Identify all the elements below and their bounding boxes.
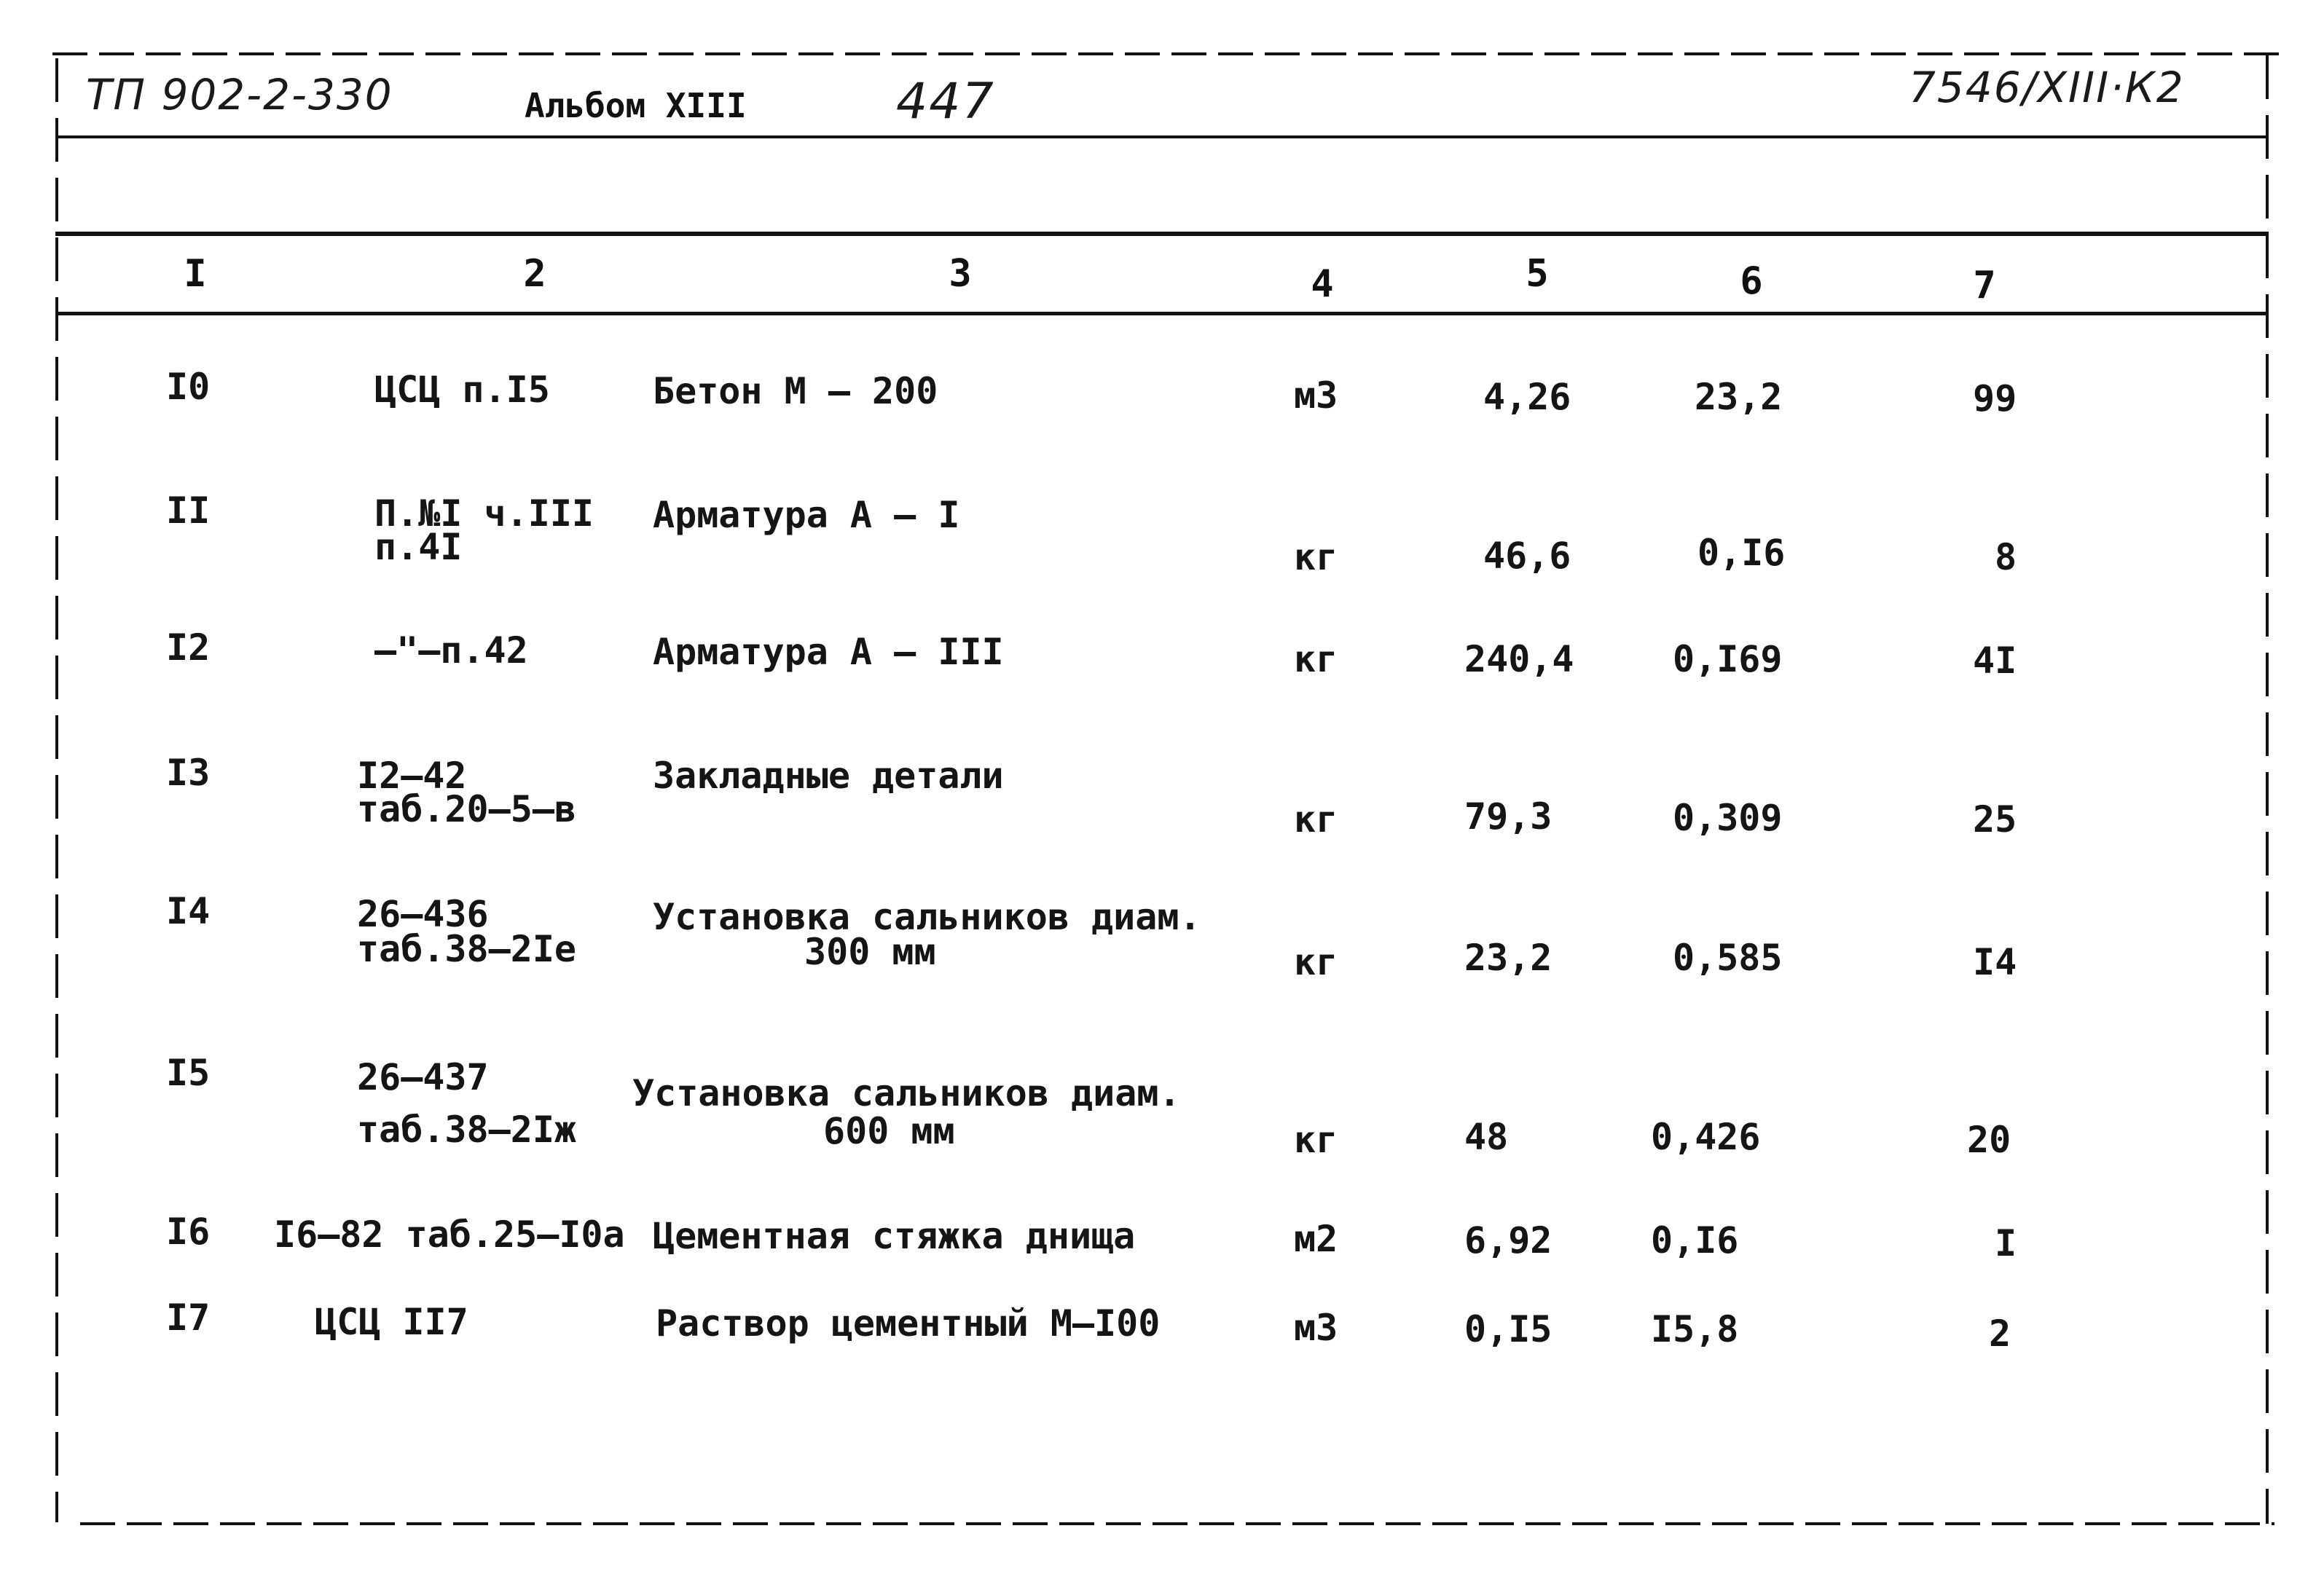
row-8-total: 2 (1989, 1313, 2011, 1355)
table-header-rule (55, 312, 2269, 315)
row-4-unit: кг (1294, 798, 1338, 841)
row-6-num: I5 (166, 1052, 211, 1094)
row-6-desc-line2: 600 мм (823, 1110, 955, 1152)
row-4-num: I3 (166, 752, 211, 794)
column-header-4: 4 (1311, 262, 1334, 306)
row-6-price: 0,426 (1651, 1116, 1761, 1158)
row-5-ref-line2: таб.38–2Iе (357, 928, 577, 970)
column-header-2: 2 (523, 252, 546, 296)
row-6-total: 20 (1967, 1119, 2011, 1161)
row-7-qty: 6,92 (1464, 1219, 1552, 1262)
row-4-ref-line1: I2–42 (357, 755, 467, 797)
row-4-price: 0,309 (1673, 797, 1783, 839)
column-header-5: 5 (1526, 252, 1549, 296)
column-header-3: 3 (949, 252, 972, 296)
row-3-num: I2 (166, 626, 211, 669)
row-3-desc: Арматура А – III (653, 631, 1004, 673)
row-8-price: I5,8 (1651, 1308, 1739, 1350)
sheet-code: 7546/XIII·К2 (1909, 63, 2185, 112)
row-4-total: 25 (1973, 798, 2017, 841)
row-3-ref: –"–п.42 (374, 629, 528, 672)
row-1-unit: м3 (1294, 374, 1338, 417)
table-top-rule (55, 232, 2269, 236)
project-code: ТП 902-2-330 (86, 70, 393, 119)
frame-bottom-border (80, 1522, 2274, 1525)
column-header-7: 7 (1973, 264, 1996, 307)
row-7-num: I6 (166, 1211, 211, 1253)
row-1-desc: Бетон М – 200 (653, 370, 938, 412)
row-5-num: I4 (166, 890, 211, 932)
row-3-qty: 240,4 (1464, 638, 1574, 680)
frame-right-border (2266, 55, 2269, 1524)
row-7-price: 0,I6 (1651, 1219, 1739, 1262)
row-5-desc-line1: Установка сальников диам. (653, 896, 1201, 938)
row-2-price: 0,I6 (1697, 532, 1786, 574)
row-2-qty: 46,6 (1483, 535, 1571, 577)
row-7-ref: I6–82 таб.25–I0а (274, 1213, 625, 1256)
row-1-total: 99 (1973, 377, 2017, 420)
row-5-ref-line1: 26–436 (357, 893, 489, 935)
row-2-desc: Арматура А – I (653, 494, 960, 536)
row-8-ref: ЦСЦ II7 (315, 1301, 468, 1343)
row-3-total: 4I (1973, 640, 2017, 682)
row-3-unit: кг (1294, 638, 1338, 680)
row-7-desc: Цементная стяжка днища (653, 1215, 1136, 1257)
row-4-desc: Закладные детали (653, 755, 1004, 797)
row-6-unit: кг (1294, 1119, 1338, 1161)
row-5-qty: 23,2 (1464, 937, 1552, 979)
row-1-price: 23,2 (1695, 376, 1783, 418)
row-1-ref: ЦСЦ п.I5 (374, 369, 550, 411)
row-8-unit: м3 (1294, 1307, 1338, 1349)
row-8-num: I7 (166, 1296, 211, 1339)
row-3-price: 0,I69 (1673, 638, 1783, 680)
frame-top-border (52, 52, 2280, 55)
row-5-desc-line2: 300 мм (804, 931, 936, 973)
row-1-num: I0 (166, 366, 211, 408)
row-2-ref-line1: П.№I ч.III (374, 492, 594, 535)
row-6-desc-line1: Установка сальников диам. (632, 1072, 1181, 1114)
column-header-6: 6 (1740, 259, 1763, 303)
row-4-qty: 79,3 (1464, 795, 1552, 838)
row-2-ref-line2: п.4I (374, 526, 463, 568)
row-5-price: 0,585 (1673, 937, 1783, 979)
row-5-unit: кг (1294, 941, 1338, 983)
row-7-total: I (1995, 1222, 2017, 1264)
row-7-unit: м2 (1294, 1218, 1338, 1260)
row-8-desc: Раствор цементный М–I00 (656, 1302, 1161, 1345)
page-number: 447 (896, 73, 995, 130)
row-6-ref-line2: таб.38–2Iж (357, 1109, 577, 1151)
row-8-qty: 0,I5 (1464, 1308, 1552, 1350)
album-label: Альбом XIII (525, 86, 747, 125)
row-6-qty: 48 (1464, 1116, 1509, 1158)
header-rule (55, 135, 2269, 138)
row-2-unit: кг (1294, 536, 1338, 578)
frame-left-border (55, 58, 58, 1522)
row-2-total: 8 (1995, 536, 2017, 578)
row-2-num: II (166, 489, 211, 532)
row-5-total: I4 (1973, 941, 2017, 983)
row-4-ref-line2: таб.20–5–в (357, 788, 577, 830)
column-header-1: I (184, 252, 207, 296)
row-1-qty: 4,26 (1483, 376, 1571, 418)
row-6-ref-line1: 26–437 (357, 1056, 489, 1098)
